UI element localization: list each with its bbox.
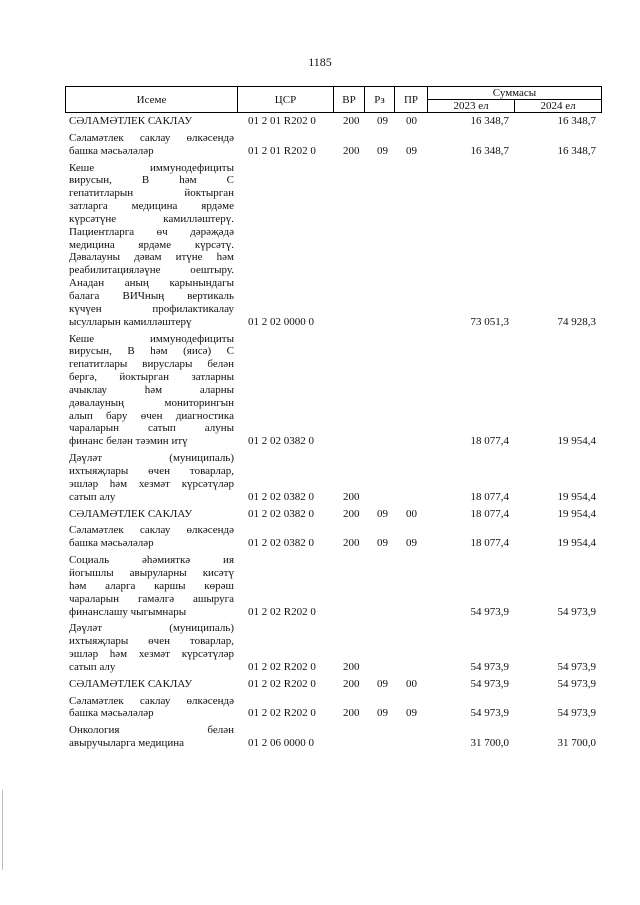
row-name-line: чараларын сатып алуны: [69, 422, 234, 435]
row-name-line: башка мәсьәләләр: [69, 707, 154, 720]
row-name-line: башка мәсьәләләр: [69, 144, 154, 157]
margin-mark: [2, 790, 3, 870]
row-rz: 09: [377, 537, 388, 550]
row-name-line: чараларын гамәлгә ашыруга: [69, 592, 234, 605]
header-pr: ПР: [394, 86, 428, 113]
table-row: [0, 678, 640, 691]
row-sum-2024: 54 973,9: [557, 707, 596, 720]
row-sum-2023: 54 973,9: [470, 677, 509, 690]
row-vr: 200: [343, 677, 360, 690]
row-sum-2024: 54 973,9: [557, 677, 596, 690]
row-csr: 01 2 02 0382 0: [248, 537, 314, 550]
row-name: [69, 524, 234, 550]
row-name-line: эшләр һәм хезмәт күрсәтүләр: [69, 477, 234, 490]
row-sum-2023: 18 077,4: [470, 537, 509, 550]
row-name-line: ысулларын камилләштерү: [69, 315, 192, 328]
table-row: [0, 452, 640, 503]
row-sum-2023: 54 973,9: [470, 707, 509, 720]
row-sum-2024: 54 973,9: [557, 605, 596, 618]
row-name-line: башка мәсьәләләр: [69, 537, 154, 550]
row-vr: 200: [343, 707, 360, 720]
row-rz: 09: [377, 507, 388, 520]
row-csr: 01 2 02 R202 0: [248, 707, 316, 720]
row-name: [69, 333, 234, 449]
row-name-line: гепатитларын йоктырган: [69, 187, 234, 200]
row-name: [69, 132, 234, 158]
row-vr: 200: [343, 537, 360, 550]
row-name-line: сатып алу: [69, 660, 116, 673]
row-rz: 09: [377, 707, 388, 720]
row-name-line: СӘЛАМӘТЛЕК САКЛАУ: [69, 677, 193, 690]
table-row: [0, 115, 640, 128]
row-name-line: Сәламәтлек саклау өлкәсендә: [69, 694, 234, 707]
row-name-line: вирусын, В һәм С: [69, 174, 234, 187]
row-name-line: күрсәтүне камилләштерү.: [69, 212, 234, 225]
row-vr: 200: [343, 115, 360, 127]
table-row: [0, 622, 640, 673]
row-sum-2024: 16 348,7: [557, 115, 596, 127]
row-name: [69, 554, 234, 618]
row-name-line: бергә, йоктырган затларны: [69, 371, 234, 384]
row-name: [69, 508, 234, 521]
row-name-line: Онкология белән: [69, 724, 234, 737]
row-name-line: ихтыяҗлары өчен товарлар,: [69, 635, 234, 648]
page-number: 1185: [308, 55, 332, 69]
row-name: [69, 162, 234, 329]
table-row: [0, 132, 640, 158]
row-pr: 09: [406, 144, 417, 157]
table-row: [0, 333, 640, 449]
row-name: [69, 452, 234, 503]
table-row: [0, 524, 640, 550]
row-name-line: авыручыларга медицина: [69, 737, 184, 750]
table-header: [65, 86, 602, 113]
header-rz: Рз: [364, 86, 395, 113]
row-csr: 01 2 02 0382 0: [248, 490, 314, 503]
row-sum-2023: 54 973,9: [470, 660, 509, 673]
row-csr: 01 2 06 0000 0: [248, 737, 314, 750]
row-name-line: Кеше иммунодефициты: [69, 161, 234, 174]
row-csr: 01 2 02 R202 0: [248, 660, 316, 673]
row-name: [69, 724, 234, 750]
row-name-line: гепатитлары вируслары белән: [69, 358, 234, 371]
table-row: [0, 162, 640, 329]
row-name-line: Сәламәтлек саклау өлкәсендә: [69, 524, 234, 537]
table-body: [0, 113, 640, 750]
row-vr: 200: [343, 660, 360, 673]
row-pr: 00: [406, 507, 417, 520]
row-name-line: сатып алу: [69, 490, 116, 503]
row-name-line: дәвалауның мониторингын: [69, 396, 234, 409]
row-name-line: Кеше иммунодефициты: [69, 332, 234, 345]
row-name-line: реабилитацияләүне оештыру.: [69, 264, 234, 277]
row-name-line: финанс белән тәэмин итү: [69, 435, 188, 448]
row-name-line: медицина ярдәме күрсәтү.: [69, 238, 234, 251]
row-csr: 01 2 01 R202 0: [248, 144, 316, 157]
row-name-line: балага ВИЧның вертикаль: [69, 289, 234, 302]
row-csr: 01 2 02 0000 0: [248, 315, 314, 328]
header-name: Исеме: [65, 86, 238, 113]
row-pr: 09: [406, 707, 417, 720]
table-row: [0, 695, 640, 721]
row-name-line: ачыклау һәм аларны: [69, 383, 234, 396]
row-pr: 00: [406, 115, 417, 127]
row-rz: 09: [377, 144, 388, 157]
header-year-2023: 2023 ел: [427, 99, 515, 113]
row-sum-2023: 16 348,7: [470, 144, 509, 157]
row-pr: 09: [406, 537, 417, 550]
row-name: [69, 678, 234, 691]
row-sum-2024: 54 973,9: [557, 660, 596, 673]
row-name-line: Дәүләт (муниципаль): [69, 622, 234, 635]
row-rz: 09: [377, 115, 388, 127]
row-csr: 01 2 02 0382 0: [248, 507, 314, 520]
row-csr: 01 2 01 R202 0: [248, 115, 316, 127]
header-sums: Суммасы: [427, 86, 602, 100]
row-name-line: вирусын, В һәм (яисә) С: [69, 345, 234, 358]
row-sum-2024: 19 954,4: [557, 507, 596, 520]
row-name-line: Дәвалауны дәвам итүне һәм: [69, 251, 234, 264]
row-name-line: эшләр һәм хезмәт күрсәтүләр: [69, 648, 234, 661]
row-sum-2024: 31 700,0: [557, 737, 596, 750]
row-name-line: алып бару өчен диагностика: [69, 409, 234, 422]
row-csr: 01 2 02 R202 0: [248, 605, 316, 618]
row-csr: 01 2 02 R202 0: [248, 677, 316, 690]
row-name-line: ихтыяҗлары өчен товарлар,: [69, 465, 234, 478]
row-sum-2024: 16 348,7: [557, 144, 596, 157]
header-year-2024: 2024 ел: [514, 99, 602, 113]
row-name-line: Социаль әһәмияткә ия: [69, 554, 234, 567]
row-sum-2023: 54 973,9: [470, 605, 509, 618]
row-sum-2024: 74 928,3: [557, 315, 596, 328]
table-row: [0, 554, 640, 618]
row-vr: 200: [343, 490, 360, 503]
row-vr: 200: [343, 507, 360, 520]
row-sum-2024: 19 954,4: [557, 537, 596, 550]
row-pr: 00: [406, 677, 417, 690]
table-row: [0, 724, 640, 750]
row-sum-2023: 73 051,3: [470, 315, 509, 328]
row-rz: 09: [377, 677, 388, 690]
row-name-line: һәм аларга каршы көрәш: [69, 579, 234, 592]
row-csr: 01 2 02 0382 0: [248, 435, 314, 448]
row-sum-2023: 18 077,4: [470, 435, 509, 448]
row-name-line: йогышлы авыруларны кисәтү: [69, 566, 234, 579]
row-sum-2023: 31 700,0: [470, 737, 509, 750]
header-csr: ЦСР: [237, 86, 334, 113]
row-sum-2024: 19 954,4: [557, 490, 596, 503]
table-row: [0, 508, 640, 521]
row-name-line: Сәламәтлек саклау өлкәсендә: [69, 131, 234, 144]
row-name-line: Дәүләт (муниципаль): [69, 452, 234, 465]
row-name-line: СӘЛАМӘТЛЕК САКЛАУ: [69, 507, 193, 520]
row-name: [69, 115, 234, 128]
row-name: [69, 695, 234, 721]
row-vr: 200: [343, 144, 360, 157]
row-name-line: Пациентларга өч дәрәҗәдә: [69, 225, 234, 238]
row-sum-2023: 16 348,7: [470, 115, 509, 127]
row-name: [69, 622, 234, 673]
row-name-line: финанслашу чыгымнары: [69, 605, 187, 618]
row-name-line: СӘЛАМӘТЛЕК САКЛАУ: [69, 115, 193, 127]
row-name-line: Анадан аның карынындагы: [69, 277, 234, 290]
row-name-line: затларга медицина ярдәме: [69, 200, 234, 213]
row-sum-2023: 18 077,4: [470, 490, 509, 503]
row-sum-2023: 18 077,4: [470, 507, 509, 520]
header-vr: ВР: [333, 86, 365, 113]
row-sum-2024: 19 954,4: [557, 435, 596, 448]
row-name-line: күчүен профилактикалау: [69, 302, 234, 315]
